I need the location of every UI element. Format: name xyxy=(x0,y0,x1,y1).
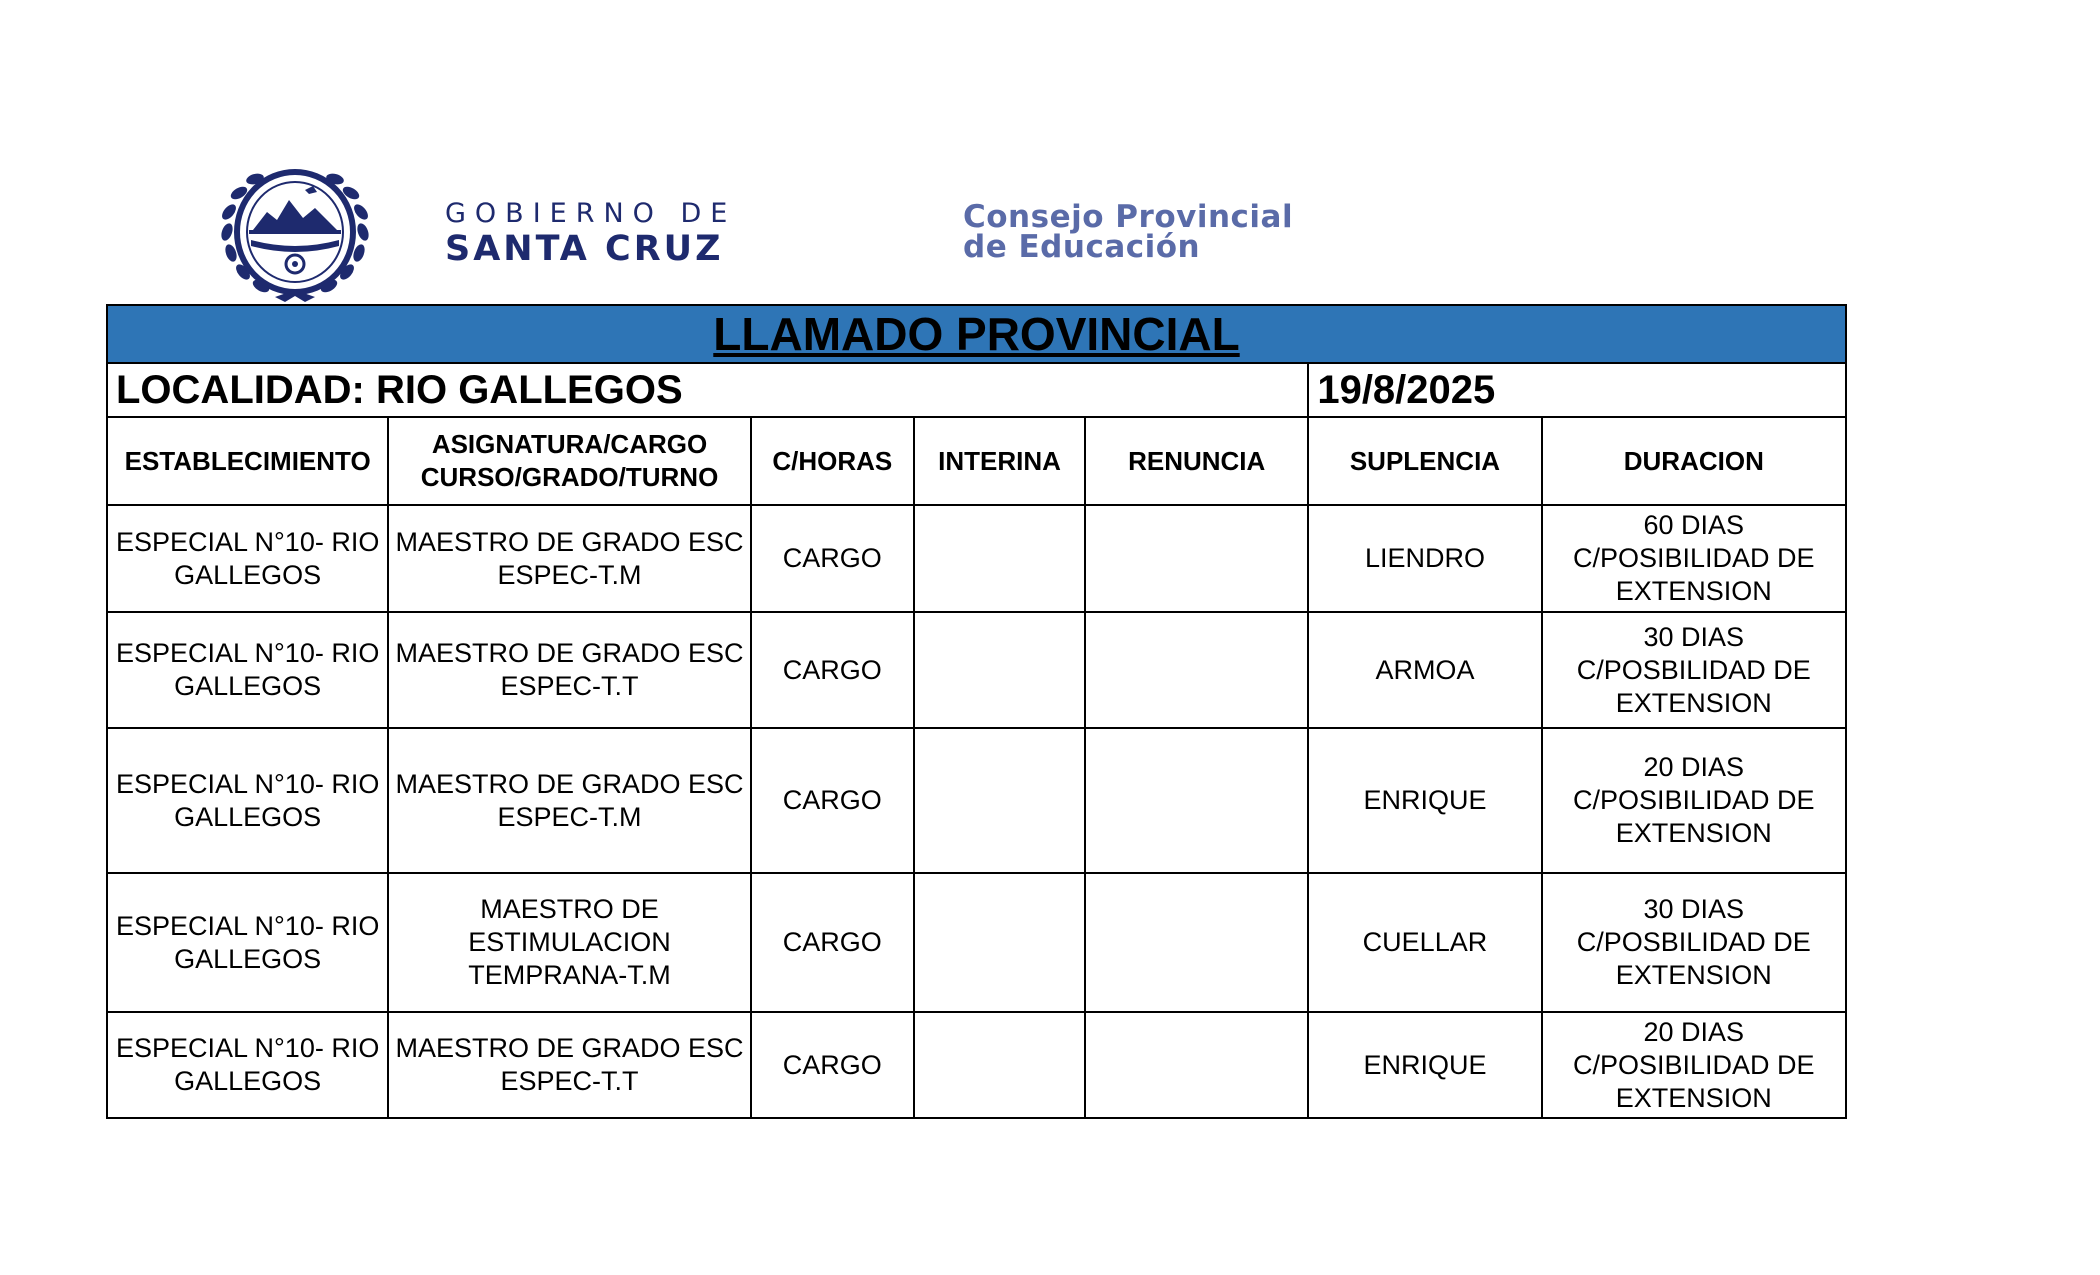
gobierno-santa-cruz-logo xyxy=(445,198,865,268)
document-date: 19/8/2025 xyxy=(1308,363,1846,417)
cell-duracion: 20 DIAS C/POSIBILIDAD DE EXTENSION xyxy=(1542,728,1846,873)
locality-row xyxy=(107,363,1846,417)
santa-cruz-text: SANTA CRUZ xyxy=(445,229,724,269)
llamado-table xyxy=(106,304,1847,1119)
cell-suplencia: LIENDRO xyxy=(1308,505,1541,612)
cell-suplencia: ARMOA xyxy=(1308,612,1541,728)
cell-renuncia xyxy=(1085,873,1308,1012)
cell-c-horas: CARGO xyxy=(751,612,914,728)
cell-suplencia: ENRIQUE xyxy=(1308,728,1541,873)
column-header-establecimiento: ESTABLECIMIENTO xyxy=(107,417,388,505)
table-row xyxy=(107,1012,1846,1118)
cell-duracion: 30 DIAS C/POSBILIDAD DE EXTENSION xyxy=(1542,873,1846,1012)
cell-duracion: 30 DIAS C/POSBILIDAD DE EXTENSION xyxy=(1542,612,1846,728)
cell-c-horas: CARGO xyxy=(751,505,914,612)
column-header-renuncia: RENUNCIA xyxy=(1085,417,1308,505)
cell-interina xyxy=(914,728,1085,873)
gobierno-de-text: GOBIERNO DE xyxy=(445,198,737,229)
cell-interina xyxy=(914,505,1085,612)
column-header-c-horas: C/HORAS xyxy=(751,417,914,505)
cell-asignatura: MAESTRO DE GRADO ESC ESPEC-T.T xyxy=(388,612,750,728)
cell-renuncia xyxy=(1085,1012,1308,1118)
cell-suplencia: ENRIQUE xyxy=(1308,1012,1541,1118)
cell-duracion: 60 DIAS C/POSIBILIDAD DE EXTENSION xyxy=(1542,505,1846,612)
table-row xyxy=(107,612,1846,728)
table-header-row xyxy=(107,417,1846,505)
cell-interina xyxy=(914,873,1085,1012)
cell-duracion: 20 DIAS C/POSIBILIDAD DE EXTENSION xyxy=(1542,1012,1846,1118)
cell-interina xyxy=(914,612,1085,728)
cell-c-horas: CARGO xyxy=(751,1012,914,1118)
cell-establecimiento: ESPECIAL N°10- RIO GALLEGOS xyxy=(107,505,388,612)
cell-asignatura: MAESTRO DE ESTIMULACION TEMPRANA-T.M xyxy=(388,873,750,1012)
column-header-duracion: DURACION xyxy=(1542,417,1846,505)
cell-establecimiento: ESPECIAL N°10- RIO GALLEGOS xyxy=(107,612,388,728)
cell-establecimiento: ESPECIAL N°10- RIO GALLEGOS xyxy=(107,873,388,1012)
cell-c-horas: CARGO xyxy=(751,728,914,873)
cell-renuncia xyxy=(1085,612,1308,728)
title-row xyxy=(107,305,1846,363)
document-title: LLAMADO PROVINCIAL xyxy=(107,305,1846,363)
consejo-provincial-logo xyxy=(963,199,1383,265)
cell-renuncia xyxy=(1085,728,1308,873)
consejo-provincial-text: Consejo Provincial xyxy=(963,199,1294,235)
cell-asignatura: MAESTRO DE GRADO ESC ESPEC-T.T xyxy=(388,1012,750,1118)
cell-interina xyxy=(914,1012,1085,1118)
cell-c-horas: CARGO xyxy=(751,873,914,1012)
cell-establecimiento: ESPECIAL N°10- RIO GALLEGOS xyxy=(107,728,388,873)
de-educacion-text: de Educación xyxy=(963,229,1201,265)
locality-label: LOCALIDAD: RIO GALLEGOS xyxy=(107,363,1308,417)
cell-asignatura: MAESTRO DE GRADO ESC ESPEC-T.M xyxy=(388,505,750,612)
cell-suplencia: CUELLAR xyxy=(1308,873,1541,1012)
document-header xyxy=(205,160,1405,305)
table-row xyxy=(107,873,1846,1012)
column-header-asignatura: ASIGNATURA/CARGO CURSO/GRADO/TURNO xyxy=(388,417,750,505)
cell-renuncia xyxy=(1085,505,1308,612)
column-header-interina: INTERINA xyxy=(914,417,1085,505)
column-header-suplencia: SUPLENCIA xyxy=(1308,417,1541,505)
table-row xyxy=(107,505,1846,612)
table-row xyxy=(107,728,1846,873)
cell-asignatura: MAESTRO DE GRADO ESC ESPEC-T.M xyxy=(388,728,750,873)
cell-establecimiento: ESPECIAL N°10- RIO GALLEGOS xyxy=(107,1012,388,1118)
santa-cruz-province-seal-icon xyxy=(205,160,405,305)
